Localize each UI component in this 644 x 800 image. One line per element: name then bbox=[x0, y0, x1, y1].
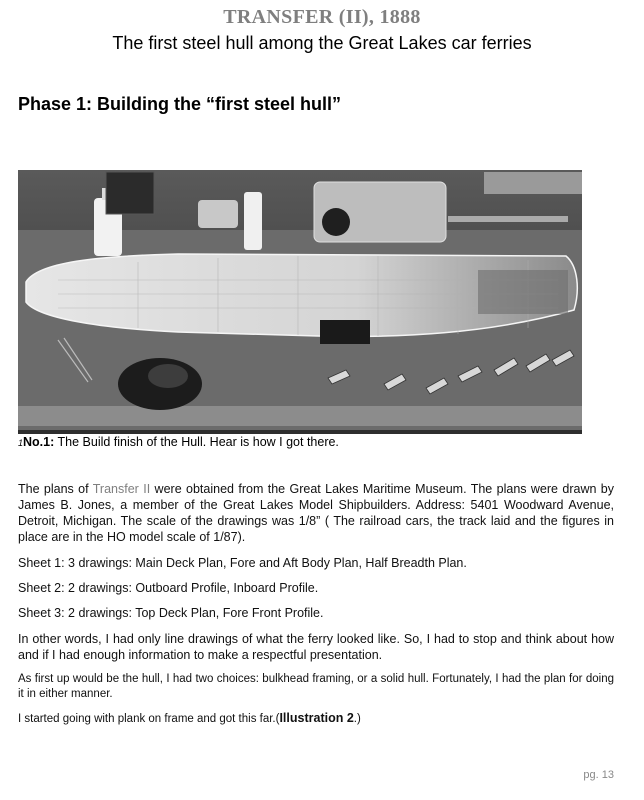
document-title: TRANSFER (II), 1888 bbox=[223, 6, 421, 28]
plank-text-post: .) bbox=[353, 713, 361, 725]
paragraph-plans bbox=[18, 481, 614, 545]
figure-caption bbox=[18, 435, 339, 449]
hull-photo-illustration bbox=[18, 170, 582, 434]
paragraph-plank-on-frame bbox=[18, 711, 614, 727]
hull-photo bbox=[18, 170, 582, 434]
page-number: pg. 13 bbox=[583, 769, 614, 781]
paragraph-plans-pre: The plans of bbox=[18, 482, 93, 496]
caption-text: The Build finish of the Hull. Hear is how I got there. bbox=[54, 435, 339, 449]
paragraph-sheet-2: Sheet 2: 2 drawings: Outboard Profile, Inboard Profile. bbox=[18, 581, 319, 595]
paragraph-sheet-1: Sheet 1: 3 drawings: Main Deck Plan, Fore and Aft Body Plan, Half Breadth Plan. bbox=[18, 556, 467, 570]
paragraph-line-drawings: In other words, I had only line drawings of what the ferry looked like. So, I had to stop and think about how and if I had enough information to make a respectful presentation. bbox=[18, 632, 614, 662]
caption-label: No.1: bbox=[23, 435, 55, 449]
paragraph-sheet-3: Sheet 3: 2 drawings: Top Deck Plan, Fore Front Profile. bbox=[18, 606, 324, 620]
caption-marker: 1 bbox=[18, 438, 24, 448]
illustration-2-reference: Illustration 2 bbox=[279, 711, 354, 725]
document-subtitle: The first steel hull among the Great Lakes car ferries bbox=[112, 33, 532, 53]
plank-text-pre: I started going with plank on frame and got this far.( bbox=[18, 713, 280, 725]
paragraph-hull-choice: As first up would be the hull, I had two choices: bulkhead framing, or a solid hull. Fortunately, I had the plan for doing it in either manner. bbox=[18, 673, 614, 700]
section-heading: Phase 1: Building the “first steel hull” bbox=[18, 94, 342, 114]
paragraph-plans-post: were obtained from the Great Lakes Maritime Museum. The plans were drawn by James B. Jones, a member of the Great Lakes Model Shipbuilders. Address: 5401 Woodward Avenue, Detroit, Michigan. The scale of the drawings was 1/8” ( The railroad cars, the track laid and the figures in place are in the HO model scale of 1/87). bbox=[18, 482, 614, 544]
transfer-ii-link[interactable]: Transfer II bbox=[92, 482, 151, 496]
